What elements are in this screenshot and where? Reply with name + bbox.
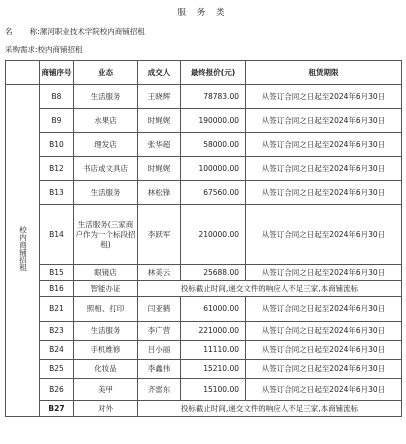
header-biz: 业态	[74, 61, 138, 85]
result-table	[5, 60, 402, 417]
row-biz: 理发店	[74, 133, 138, 157]
requirement-line	[5, 44, 83, 55]
row-biz: 照相、打印	[74, 297, 138, 322]
row-person: 王晓辉	[138, 85, 181, 109]
table-row	[6, 281, 402, 297]
header-person: 成交人	[138, 61, 181, 85]
row-person: 时娓娓	[138, 157, 181, 181]
table-row	[6, 133, 402, 157]
row-id: B10	[40, 133, 74, 157]
row-biz: 生活服务(三家商户作为一个标段招租)	[74, 205, 138, 265]
table-row	[6, 109, 402, 133]
row-note: 投标截止时间,递交文件的响应人不足三家,本商铺流标	[138, 281, 402, 297]
row-id: B24	[40, 341, 74, 360]
row-price: 190000.00	[181, 109, 246, 133]
row-person: 齐雷东	[138, 379, 181, 401]
row-person: 闫亚鹤	[138, 297, 181, 322]
page-title: 服 务 类	[177, 8, 229, 18]
table-row	[6, 85, 402, 109]
table-row	[6, 265, 402, 281]
requirement-label: 采购需求	[5, 45, 35, 54]
row-term: 从签订合同之日起至2024年6月30日	[246, 341, 402, 360]
header-price: 最终报价(元)	[181, 61, 246, 85]
row-price: 11110.00	[181, 341, 246, 360]
row-id: B15	[40, 265, 74, 281]
row-biz: 手机维修	[74, 341, 138, 360]
row-id: B23	[40, 322, 74, 341]
row-person: 张华超	[138, 133, 181, 157]
row-term: 从签订合同之日起至2024年6月30日	[246, 205, 402, 265]
row-price: 221000.00	[181, 322, 246, 341]
row-person: 李鑫伟	[138, 360, 181, 379]
row-price: 100000.00	[181, 157, 246, 181]
row-price: 15210.00	[181, 360, 246, 379]
row-id: B25	[40, 360, 74, 379]
row-id: B26	[40, 379, 74, 401]
row-biz: 美甲	[74, 379, 138, 401]
row-price: 67560.00	[181, 181, 246, 205]
header-term: 租赁期限	[246, 61, 402, 85]
row-id: B16	[40, 281, 74, 297]
row-id: B14	[40, 205, 74, 265]
row-id: B13	[40, 181, 74, 205]
table-row	[6, 205, 402, 265]
table-row	[6, 322, 402, 341]
table-row	[6, 379, 402, 401]
row-biz: 眼镜店	[74, 265, 138, 281]
project-name-label: 名	[5, 27, 13, 36]
requirement-value: :校内商铺招租	[35, 45, 83, 54]
table-row	[6, 360, 402, 379]
row-person: 吕小丽	[138, 341, 181, 360]
project-name-line	[5, 26, 145, 37]
row-term: 从签订合同之日起至2024年6月30日	[246, 133, 402, 157]
row-term: 从签订合同之日起至2024年6月30日	[246, 85, 402, 109]
row-id: B12	[40, 157, 74, 181]
row-person: 李广营	[138, 322, 181, 341]
row-term: 从签订合同之日起至2024年6月30日	[246, 379, 402, 401]
row-biz: 水果店	[74, 109, 138, 133]
group-label: 校内商铺招租	[6, 85, 40, 417]
row-price: 61000.00	[181, 297, 246, 322]
table-row	[6, 157, 402, 181]
project-name-label-2: 称	[29, 27, 38, 36]
row-biz: 书店或文具店	[74, 157, 138, 181]
row-term: 从签订合同之日起至2024年6月30日	[246, 157, 402, 181]
header-seq: 商铺序号	[40, 61, 74, 85]
row-id: B27	[40, 401, 74, 417]
row-price: 58000.00	[181, 133, 246, 157]
row-note: 投标截止时间,递交文件的响应人不足三家,本商铺流标	[138, 401, 402, 417]
row-id: B8	[40, 85, 74, 109]
table-row	[6, 341, 402, 360]
row-id: B21	[40, 297, 74, 322]
table-header-row	[6, 61, 402, 85]
row-person: 时娓娓	[138, 109, 181, 133]
project-name-value: :漯河职业技术学院校内商铺招租	[37, 27, 145, 36]
row-term: 从签订合同之日起至2024年6月30日	[246, 181, 402, 205]
row-person: 李跃军	[138, 205, 181, 265]
row-biz: 生活服务	[74, 181, 138, 205]
header-empty	[6, 61, 40, 85]
row-biz: 生活服务	[74, 85, 138, 109]
row-price: 78783.00	[181, 85, 246, 109]
row-person: 林美云	[138, 265, 181, 281]
row-person: 林松锋	[138, 181, 181, 205]
row-term: 从签订合同之日起至2024年6月30日	[246, 265, 402, 281]
row-term: 从签订合同之日起至2024年6月30日	[246, 109, 402, 133]
row-id: B9	[40, 109, 74, 133]
row-biz: 智能办证	[74, 281, 138, 297]
table-row	[6, 181, 402, 205]
row-term: 从签订合同之日起至2024年6月30日	[246, 322, 402, 341]
row-price: 210000.00	[181, 205, 246, 265]
table-row	[6, 297, 402, 322]
row-price: 25688.00	[181, 265, 246, 281]
row-biz: 化妆品	[74, 360, 138, 379]
row-biz: 对外	[74, 401, 138, 417]
row-price: 15100.00	[181, 379, 246, 401]
row-term: 从签订合同之日起至2024年6月30日	[246, 297, 402, 322]
row-biz: 生活服务	[74, 322, 138, 341]
table-row	[6, 401, 402, 417]
row-term: 从签订合同之日起至2024年6月30日	[246, 360, 402, 379]
